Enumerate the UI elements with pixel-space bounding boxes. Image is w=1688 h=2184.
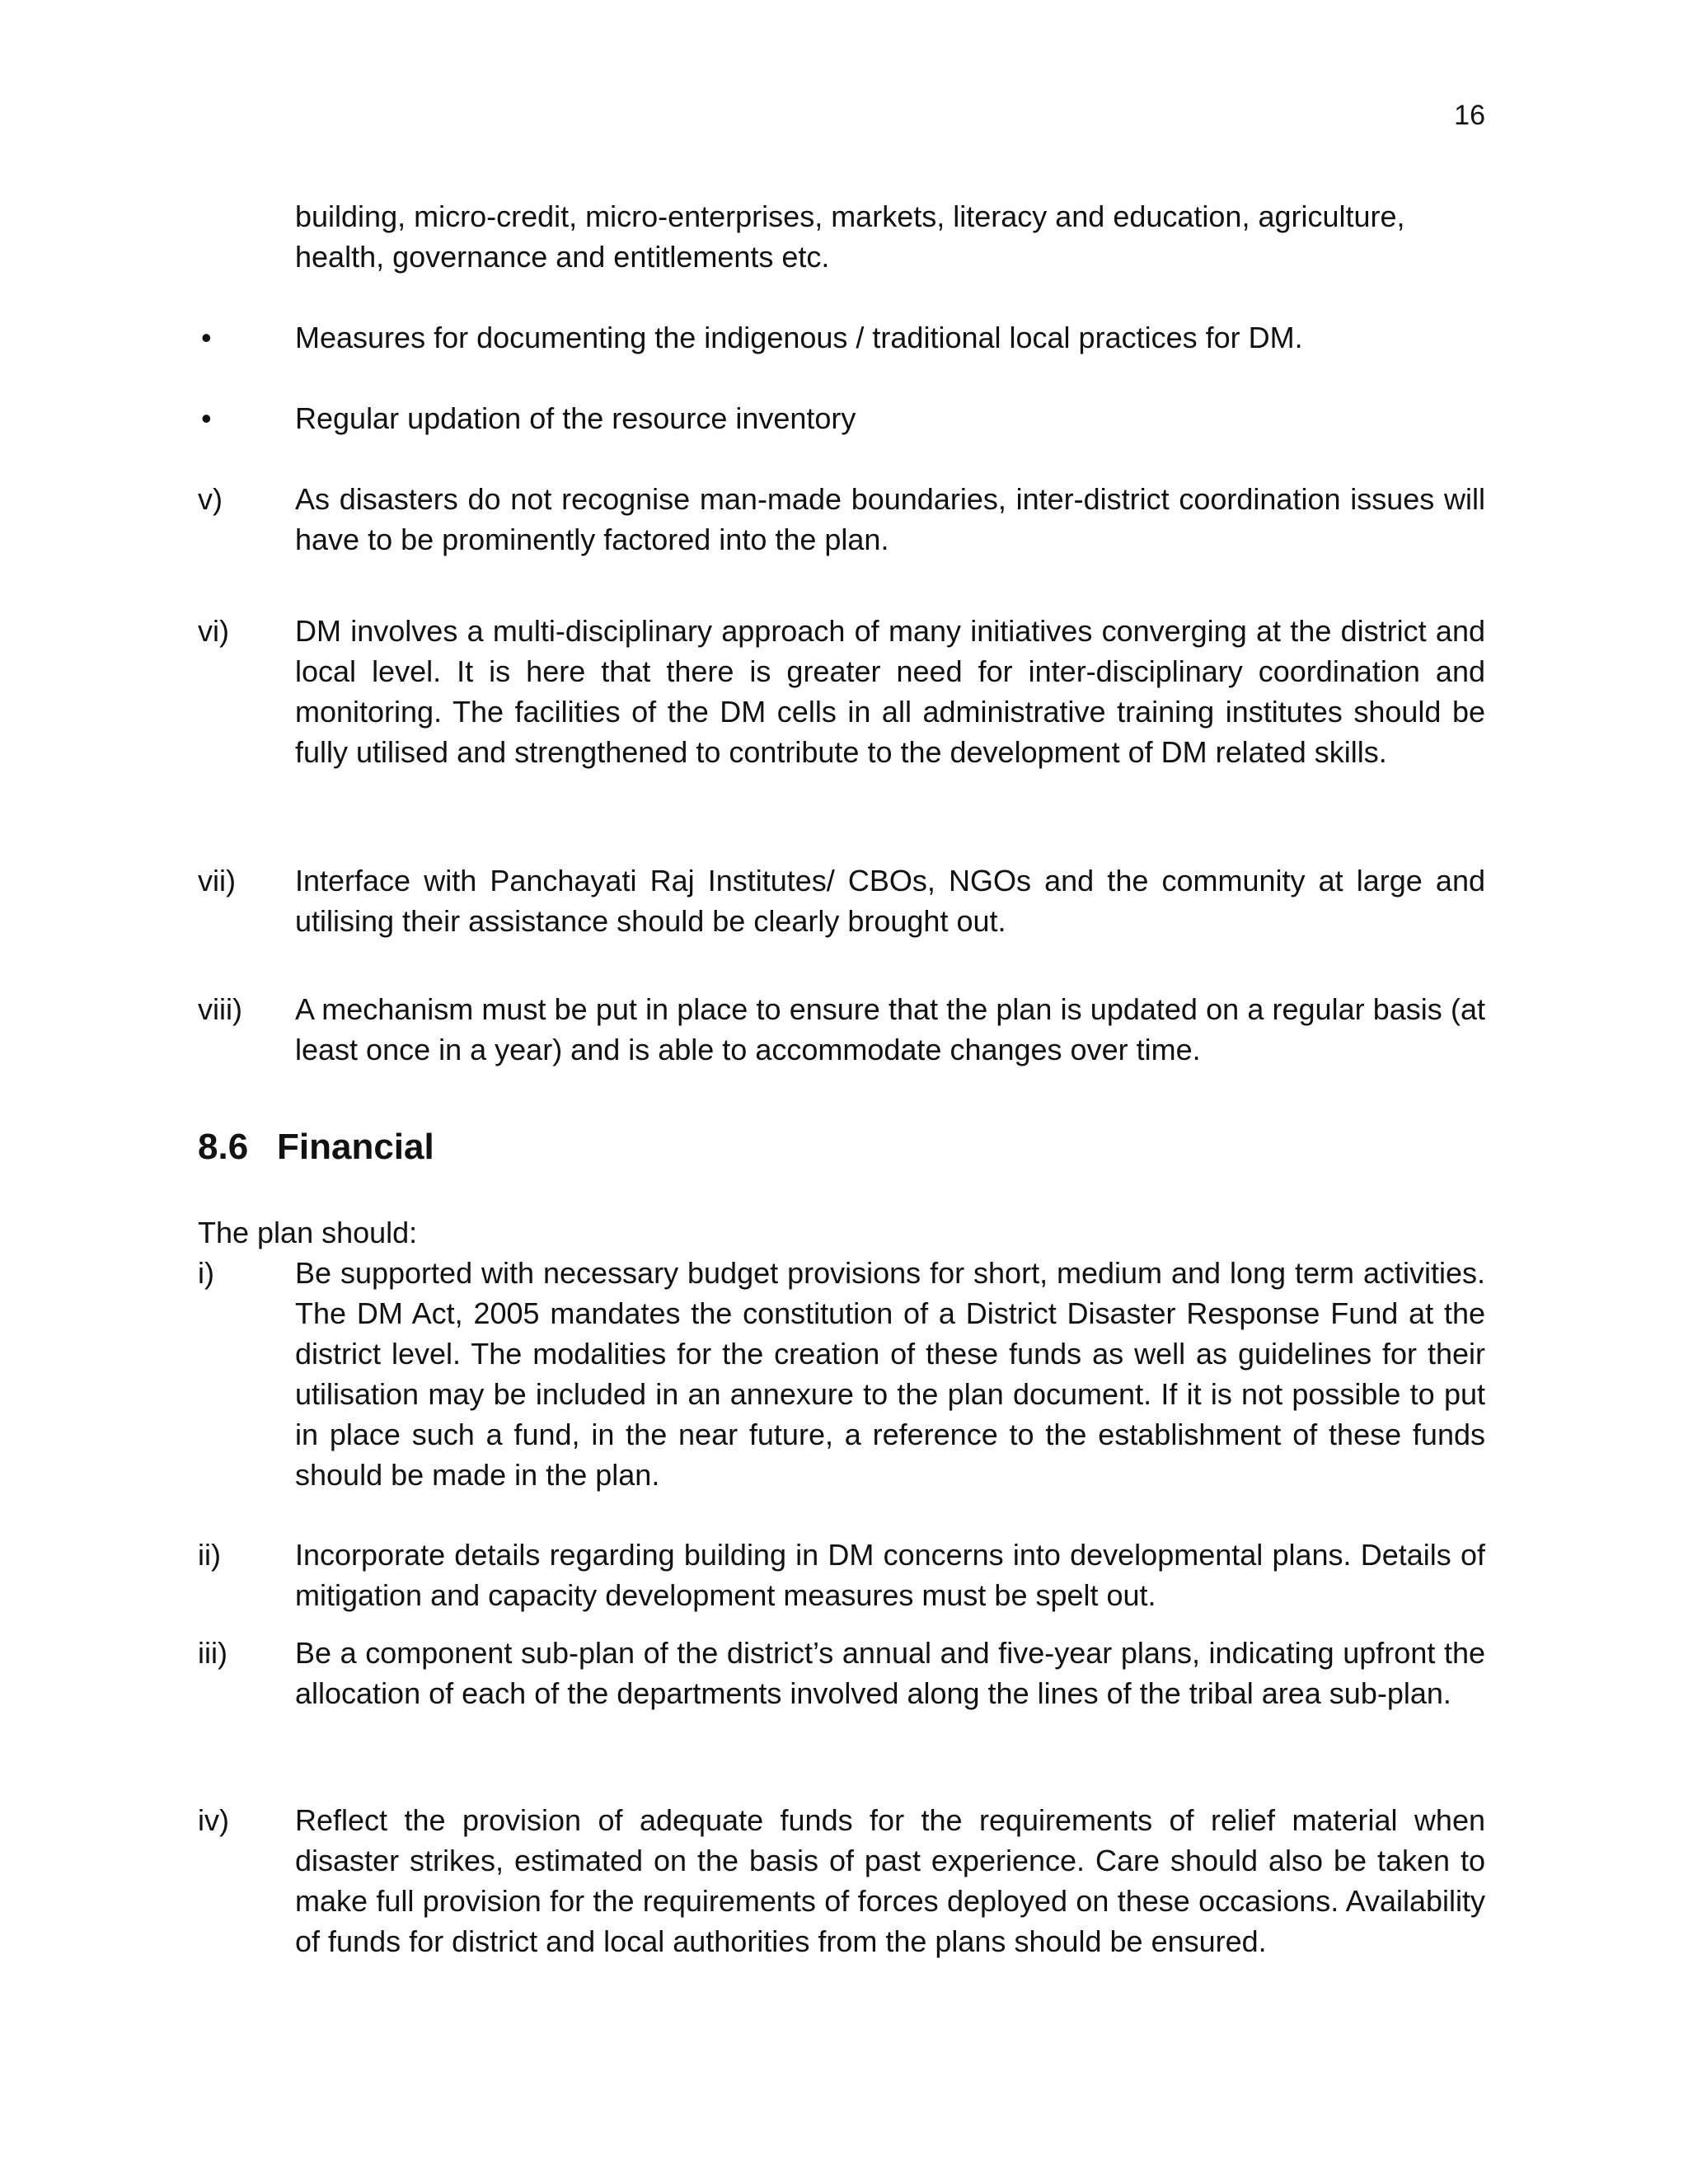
page-number: 16 bbox=[1454, 100, 1485, 131]
list-item bbox=[198, 479, 1485, 560]
section-number: 8.6 bbox=[198, 1127, 249, 1167]
list-item bbox=[198, 317, 1485, 358]
bullet-text: Regular updation of the resource inventory bbox=[295, 401, 856, 435]
bullet-icon: • bbox=[201, 401, 212, 435]
list-item bbox=[198, 1633, 1485, 1713]
list-item bbox=[198, 398, 1485, 438]
list-marker: i) bbox=[198, 1256, 214, 1290]
continuation-text: building, micro-credit, micro-enterprises, markets, literacy and education, agriculture, health, governance and entitlements etc. bbox=[295, 199, 1405, 274]
list-item-text: Interface with Panchayati Raj Institutes/ CBOs, NGOs and the community at large and utilising their assistance should be clearly brought out. bbox=[295, 864, 1485, 938]
list-marker: iii) bbox=[198, 1636, 227, 1670]
bullet-icon: • bbox=[201, 321, 212, 354]
list-item-text: A mechanism must be put in place to ensure that the plan is updated on a regular basis (at least once in a year) and is able to accommodate changes over time. bbox=[295, 992, 1485, 1066]
list-item bbox=[198, 1535, 1485, 1615]
list-marker: viii) bbox=[198, 992, 242, 1026]
list-item-text: DM involves a multi-disciplinary approach of many initiatives converging at the district and local level. It is here that there is greater need for inter-disciplinary coordination and monitoring. The facilities of the DM cells in all administrative training institutes should be fully utilised and strengthened to contribute to the development of DM related skills. bbox=[295, 614, 1485, 769]
list-item-text: Be supported with necessary budget provisions for short, medium and long term activities. The DM Act, 2005 mandates the constitution of a District Disaster Response Fund at the district level. The modalities for the creation of these funds as well as guidelines for their utilisation may be included in an annexure to the plan document. If it is not possible to put in place such a fund, in the near future, a reference to the establishment of these funds should be made in the plan. bbox=[295, 1256, 1485, 1492]
list-item bbox=[198, 1253, 1485, 1495]
section-heading bbox=[198, 1122, 434, 1172]
list-item bbox=[198, 860, 1485, 941]
list-item-text: Incorporate details regarding building in DM concerns into developmental plans. Details of mitigation and capacity development measures must be spelt out. bbox=[295, 1538, 1485, 1612]
list-item-text: Be a component sub-plan of the district’s annual and five-year plans, indicating upfront the allocation of each of the departments involved along the lines of the tribal area sub-plan. bbox=[295, 1636, 1485, 1710]
bullet-text: Measures for documenting the indigenous / traditional local practices for DM. bbox=[295, 321, 1303, 354]
list-marker: ii) bbox=[198, 1538, 221, 1572]
section-intro: The plan should: bbox=[198, 1216, 418, 1249]
list-marker: iv) bbox=[198, 1803, 229, 1837]
list-item bbox=[198, 611, 1485, 772]
section-title: Financial bbox=[277, 1127, 434, 1167]
list-item-text: As disasters do not recognise man-made boundaries, inter-district coordination issues will have to be prominently factored into the plan. bbox=[295, 482, 1485, 556]
list-marker: vii) bbox=[198, 864, 236, 898]
list-marker: vi) bbox=[198, 614, 229, 648]
list-item bbox=[198, 989, 1485, 1070]
list-item-text: Reflect the provision of adequate funds for the requirements of relief material when disaster strikes, estimated on the basis of past experience. Care should also be taken to make full provision for the requirements of forces deployed on these occasions. Availability of funds for district and local authorities from the plans should be ensured. bbox=[295, 1803, 1485, 1958]
continuation-paragraph bbox=[198, 196, 1485, 277]
list-item bbox=[198, 1800, 1485, 1961]
list-marker: v) bbox=[198, 482, 223, 516]
